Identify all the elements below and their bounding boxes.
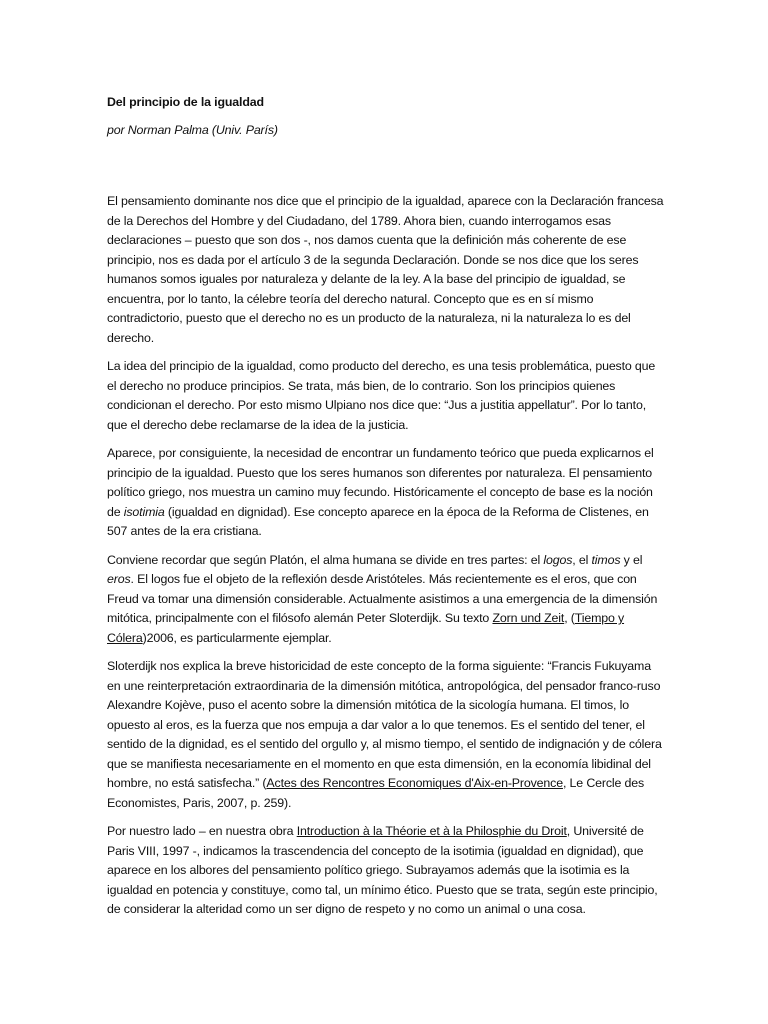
link-tiempo-y-colera[interactable]: Tiempo y Cólera [107,611,625,645]
paragraph-5 [107,657,667,813]
paragraph-3 [107,444,667,542]
paragraph-6 [107,822,667,920]
paragraph-5-text-a: Sloterdijk nos explica la breve historicidad de este concepto de la forma siguiente: “Francis Fukuyama en une reinterpretación extraordinaria de la dimensión mitótica, antropológica, del pensador franco-ruso Alexandre Kojève, puso el acento sobre la dimensión mitótica de la sicología humana. El timos, lo opuesto al eros, es la fuerza que nos empuja a dar valor a lo que tenemos. Es el sentido del tener, el sentido de la dignidad, es el sentido del orgullo y, al mismo tiempo, el sentido de indignación y de cólera que se manifiesta necesariamente en el momento en que esta dimensión, en la economía libidinal del hombre, no está satisfecha.” ( [107,659,662,790]
paragraph-4-text-d: . El logos fue el objeto de la reflexión desde Aristóteles. Más recientemente es el eros, que con Freud va tomar una dimensión considerable. Actualmente asistimos a una emergencia de la dimensión mitótica, principalmente con el filósofo alemán Peter Sloterdijk. Su texto [107,572,658,625]
paragraph-4-text-c: y el [620,552,643,567]
paragraph-4-text-a: Conviene recordar que según Platón, el alma humana se divide en tres partes: el [107,552,544,567]
term-eros: eros [107,572,131,586]
paragraph-4-text-b: , el [572,552,592,567]
paragraph-1: El pensamiento dominante nos dice que el principio de la igualdad, aparece con la Declaración francesa de la Derechos del Hombre y del Ciudadano, del 1789. Ahora bien, cuando interrogamos esas declaraciones – puesto que son dos -, nos damos cuenta que la definición más coherente de ese principio, nos es dada por el artículo 3 de la segunda Declaración. Donde se nos dice que los seres humanos somos iguales por naturaleza y delante de la ley. A la base del principio de igualdad, se encuentra, por lo tanto, la célebre teoría del derecho natural. Concepto que es en sí mismo contradictorio, puesto que el derecho no es un producto de la naturaleza, ni la naturaleza lo es del derecho. [107,194,664,345]
document-title: Del principio de la igualdad [107,95,264,109]
document-author: por Norman Palma (Univ. París) [107,122,278,137]
paragraph-4 [107,551,667,649]
document-page [107,93,667,929]
paragraph-4-text-e: , ( [564,611,575,625]
link-actes-rencontres[interactable]: Actes des Rencontres Economiques d'Aix-en-Provence [266,776,563,790]
link-introduction-theorie[interactable]: Introduction à la Théorie et à la Philosphie du Droit [296,824,567,838]
paragraph-3-text-b: (igualdad en dignidad). Ese concepto aparece en la época de la Reforma de Clistenes, en 507 antes de la era cristiana. [107,504,649,538]
paragraph-6-text-b: , Université de Paris VIII, 1997 -, indicamos la trascendencia del concepto de la isotimia (igualdad en dignidad), que aparece en los albores del pensamiento político griego. Subrayamos además que la isotimia es la igualdad en potencia y constituye, como tal, un mínimo ético. Puesto que se trata, según este principio, de considerar la alteridad como un ser digno de respeto y no como un animal o una cosa. [107,824,658,916]
term-logos: logos [543,552,573,567]
link-zorn-und-zeit[interactable]: Zorn und Zeit [492,611,565,625]
term-isotimia: isotimia [123,504,165,519]
paragraph-2: La idea del principio de la igualdad, como producto del derecho, es una tesis problemática, puesto que el derecho no produce principios. Se trata, más bien, de lo contrario. Son los principios quienes condicionan el derecho. Por esto mismo Ulpiano nos dice que: “Jus a justitia appellatur”. Por lo tanto, que el derecho debe reclamarse de la idea de la justicia. [107,359,656,432]
term-timos: timos [591,552,621,567]
paragraph-3-text-a: Aparece, por consiguiente, la necesidad de encontrar un fundamento teórico que pueda explicarnos el principio de la igualdad. Puesto que los seres humanos son diferentes por naturaleza. El pensamiento político griego, nos muestra un camino muy fecundo. Históricamente el concepto de base es la noción de [107,446,654,519]
paragraph-6-text-a: Por nuestro lado – en nuestra obra [107,824,297,838]
paragraph-4-text-f: )2006, es particularmente ejemplar. [142,630,332,645]
paragraph-5-text-b: , Le Cercle des Economistes, Paris, 2007, p. 259). [107,776,645,810]
